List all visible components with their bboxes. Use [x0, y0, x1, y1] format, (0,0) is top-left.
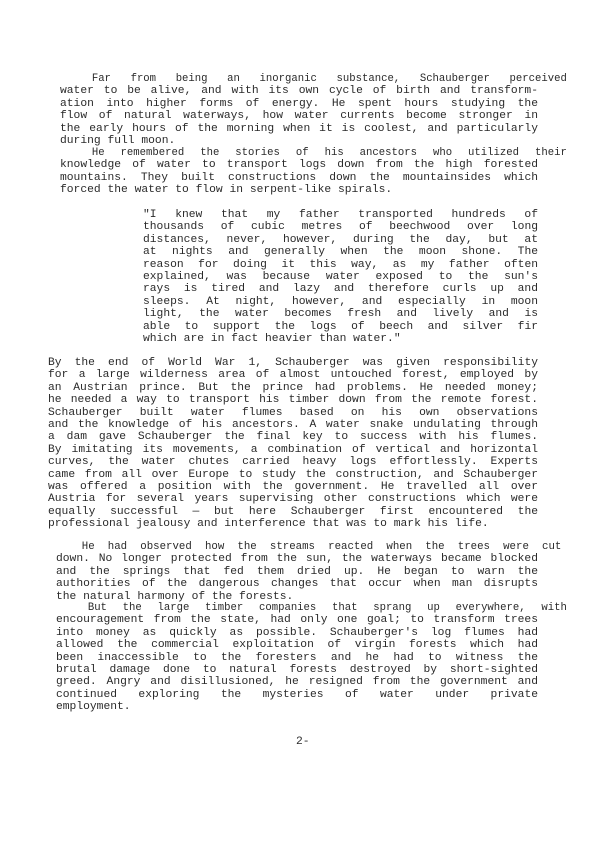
text-line: Austria for several years supervising other constructions which were: [48, 493, 538, 506]
paragraph-2: [60, 147, 567, 197]
text-line: Schauberger built water flumes based on his own observations: [48, 406, 538, 419]
text-line: allowed the commercial exploitation of virgin forests which had: [56, 639, 538, 652]
text-line: water to be alive, and with its own cycle of birth and transform-: [60, 85, 538, 98]
quote-line: at nights and generally when the moon shone. The: [143, 246, 538, 259]
text-line: ation into higher forms of energy. He spent hours studying the: [60, 97, 538, 110]
text-line: By imitating its movements, a combination of vertical and horizontal: [48, 443, 538, 456]
quote-line: explained, was because water exposed to the sun's: [143, 270, 538, 283]
text-line: the natural harmony of the forests.: [56, 590, 294, 603]
text-line: mountains. They built constructions down the mountainsides which: [60, 171, 538, 184]
page-number: 2-: [296, 736, 310, 748]
text-line: the early hours of the morning when it is coolest, and particularly: [60, 122, 538, 135]
block-quote: [143, 209, 538, 345]
text-line: authorities of the dangerous changes that occur when man disrupts: [56, 578, 538, 591]
quote-line: sleeps. At night, however, and especially in moon: [143, 295, 538, 308]
text-line: But the large timber companies that sprang up everywhere, with: [87, 602, 567, 614]
text-line: been inaccessible to the foresters and he had to witness the: [56, 651, 538, 664]
text-line: encouragement from the state, had only one goal; to transform trees: [56, 614, 538, 627]
text-line: professional jealousy and interference that was to mark his life.: [48, 518, 489, 531]
text-line: employment.: [56, 701, 131, 714]
paragraph-4: [56, 541, 562, 603]
text-line: he needed a way to transport his timber down from the remote forest.: [48, 394, 538, 407]
text-line: for a large wilderness area of almost untouched forest, employed by: [48, 369, 538, 382]
text-line: curves, the water chutes carried heavy logs effortlessly. Experts: [48, 456, 538, 469]
text-line: knowledge of water to transport logs down from the high forested: [60, 159, 538, 172]
text-line: a dam gave Schauberger the final key to success with his flumes.: [48, 431, 538, 444]
text-line: He remembered the stories of his ancestors who utilized their: [91, 147, 567, 159]
quote-line: distances, never, however, during the day, but at: [143, 233, 538, 246]
text-line: forced the water to flow in serpent-like spirals.: [60, 184, 393, 197]
quote-line: reason for doing it this way, as my father often: [143, 258, 538, 271]
quote-line: which are in fact heavier than water.": [143, 332, 401, 345]
text-line: during full moon.: [60, 134, 176, 147]
text-line: Far from being an inorganic substance, Schauberger perceived: [91, 73, 567, 85]
text-line: flow of natural waterways, how water currents become stronger in: [60, 110, 538, 123]
text-line: greed. Angry and disillusioned, he resigned from the government and: [56, 676, 538, 689]
text-line: down. No longer protected from the sun, the waterways became blocked: [56, 553, 538, 566]
quote-line: light, the water becomes fresh and lively and is: [143, 308, 538, 321]
quote-line: able to support the logs of beech and silver fir: [143, 320, 538, 333]
text-line: He had observed how the streams reacted when the trees were cut: [81, 541, 562, 553]
text-line: into money as quickly as possible. Schauberger's log flumes had: [56, 626, 538, 639]
text-line: equally successful — but here Schauberger first encountered the: [48, 505, 538, 518]
text-line: By the end of World War 1, Schauberger was given responsibility: [48, 357, 538, 369]
text-line: was offered a position with the government. He travelled all over: [48, 480, 538, 493]
text-line: and the knowledge of his ancestors. A water snake undulating through: [48, 418, 538, 431]
text-line: came from all over Europe to study the construction, and Schauberger: [48, 468, 538, 481]
text-line: brutal damage done to natural forests destroyed by short-sighted: [56, 663, 538, 676]
paragraph-3: [48, 357, 538, 530]
text-line: and the springs that fed them dried up. He began to warn the: [56, 565, 538, 578]
quote-line: "I knew that my father transported hundreds of: [143, 209, 538, 221]
paragraph-5: [56, 602, 567, 714]
quote-line: thousands of cubic metres of beechwood over long: [143, 221, 538, 234]
text-line: continued exploring the mysteries of water under private: [56, 688, 538, 701]
paragraph-1: [60, 73, 567, 147]
quote-line: rays is tired and lazy and therefore curls up and: [143, 283, 538, 296]
text-line: an Austrian prince. But the prince had problems. He needed money;: [48, 381, 538, 394]
